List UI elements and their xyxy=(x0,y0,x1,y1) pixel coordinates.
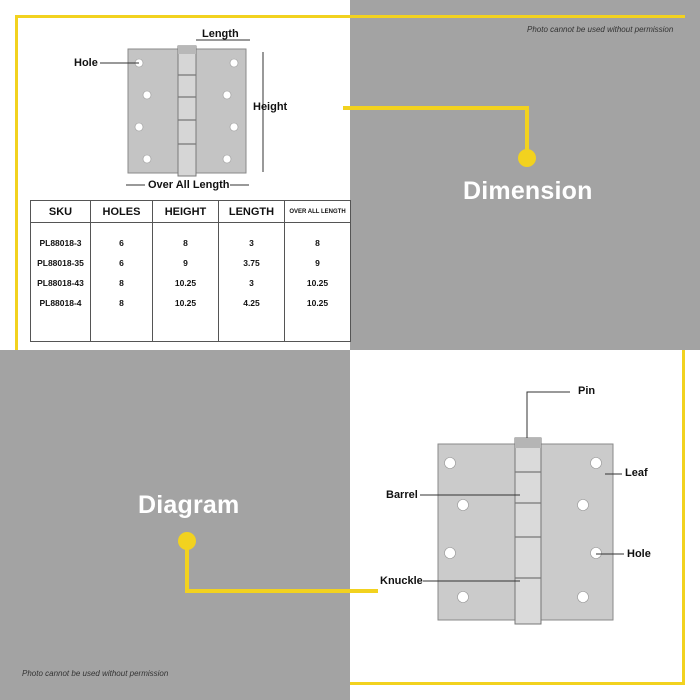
barrel-label: Barrel xyxy=(386,489,418,501)
header-holes: HOLES xyxy=(91,201,153,223)
length-label: Length xyxy=(202,28,239,40)
cell-overall-length: 9 xyxy=(285,253,351,273)
cell-sku: PL88018-35 xyxy=(31,253,91,273)
overall-length-label: Over All Length xyxy=(148,179,230,191)
pin-pointer-line xyxy=(527,392,570,438)
knuckle-label: Knuckle xyxy=(380,575,423,587)
cell-overall-length: 10.25 xyxy=(285,293,351,313)
cell-sku: PL88018-3 xyxy=(31,223,91,253)
cell-length: 3.75 xyxy=(219,253,285,273)
cell-holes: 8 xyxy=(91,293,153,313)
cell-holes: 8 xyxy=(91,273,153,293)
header-height: HEIGHT xyxy=(153,201,219,223)
cell-height: 10.25 xyxy=(153,293,219,313)
cell-overall-length: 10.25 xyxy=(285,273,351,293)
cell-length: 3 xyxy=(219,223,285,253)
cell-height: 10.25 xyxy=(153,273,219,293)
cell-holes: 6 xyxy=(91,223,153,253)
hole-label: Hole xyxy=(74,57,98,69)
dimension-title: Dimension xyxy=(463,177,593,205)
leaf-label: Leaf xyxy=(625,467,648,479)
cell-overall-length: 8 xyxy=(285,223,351,253)
hole-label-diagram: Hole xyxy=(627,548,651,560)
pin-label: Pin xyxy=(578,385,596,397)
cell-sku: PL88018-43 xyxy=(31,273,91,293)
cell-height: 8 xyxy=(153,223,219,253)
height-label: Height xyxy=(253,101,288,113)
diagram-title: Diagram xyxy=(138,491,240,519)
cell-length: 4.25 xyxy=(219,293,285,313)
cell-height: 9 xyxy=(153,253,219,273)
watermark-bottom: Photo cannot be used without permission xyxy=(22,669,169,678)
header-length: LENGTH xyxy=(219,201,285,223)
cell-holes: 6 xyxy=(91,253,153,273)
watermark-top: Photo cannot be used without permission xyxy=(527,25,674,34)
cell-sku: PL88018-4 xyxy=(31,293,91,313)
cell-length: 3 xyxy=(219,273,285,293)
header-sku: SKU xyxy=(31,201,91,223)
header-overall-length: OVER ALL LENGTH xyxy=(285,201,351,223)
